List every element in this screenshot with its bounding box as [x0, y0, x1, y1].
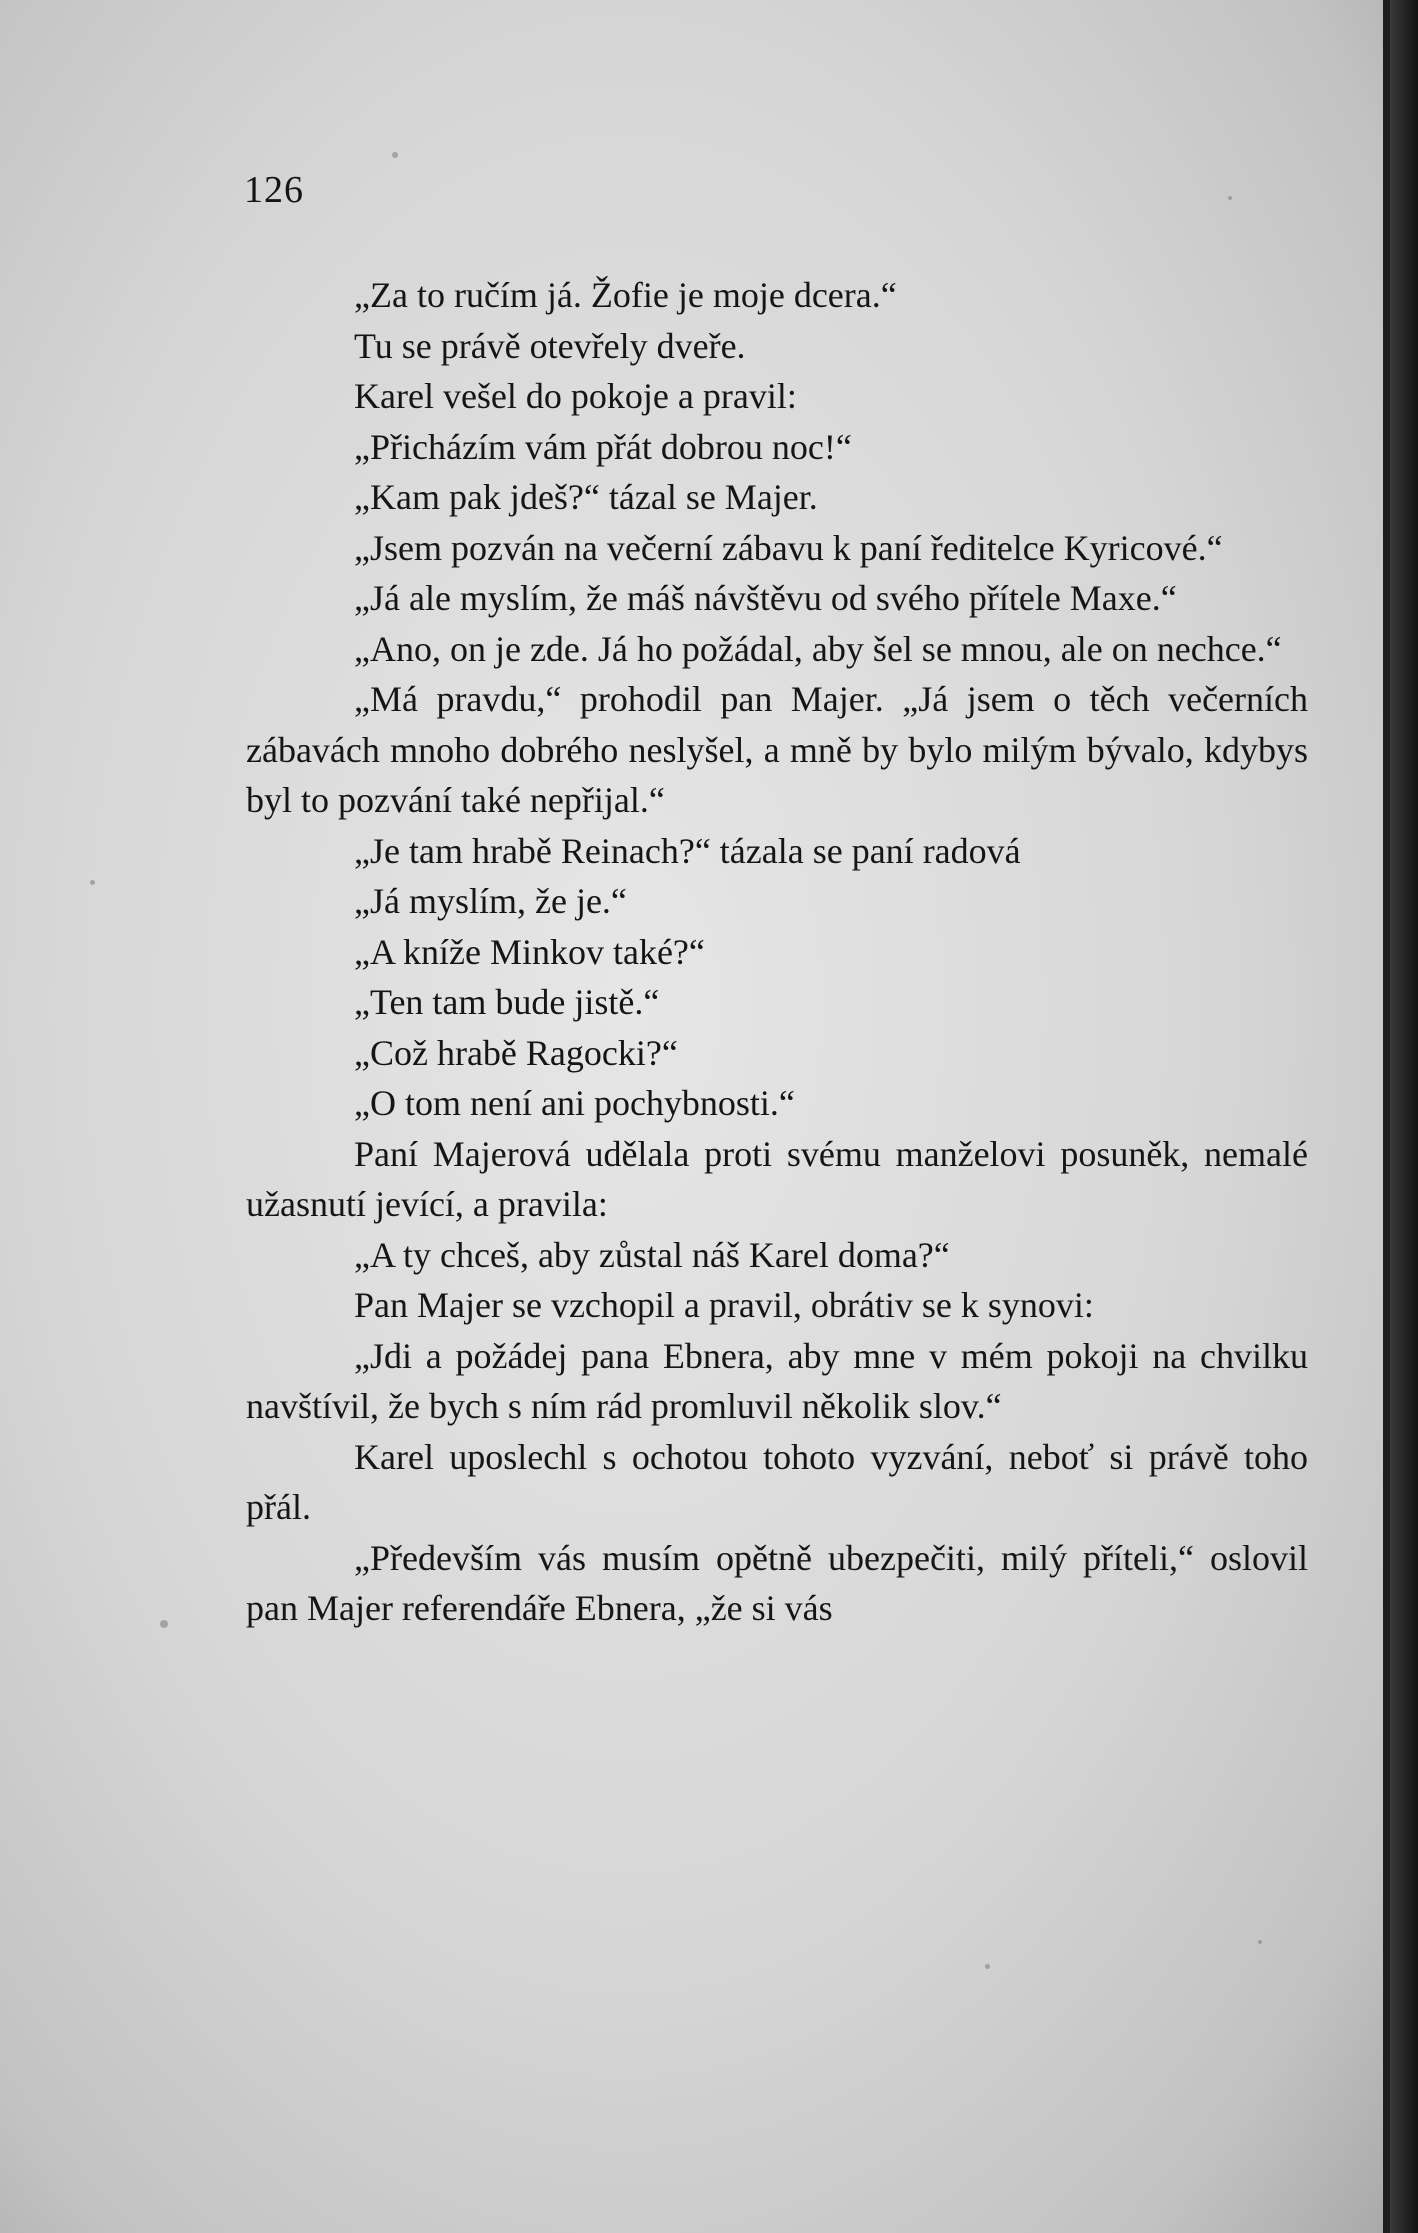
paragraph: Paní Majerová udělala proti svému manželovi posuněk, nemalé užasnutí jevící, a pravila:: [246, 1133, 1308, 1224]
page-number: 126: [244, 169, 304, 211]
paragraph: „Což hrabě Ragocki?“: [354, 1032, 678, 1073]
paper-speck: [1258, 1940, 1262, 1944]
paragraph: „Ano, on je zde. Já ho požádal, aby šel se mnou, ale on nechce.“: [354, 628, 1282, 669]
paragraph: „Ten tam bude jistě.“: [354, 982, 660, 1022]
paragraph: „O tom není ani pochybnosti.“: [354, 1083, 795, 1123]
paper-speck: [160, 1620, 168, 1628]
paragraph: Tu se právě otevřely dveře.: [354, 325, 746, 366]
paragraph: „Za to ručím já. Žofie je moje dcera.“: [354, 275, 897, 315]
paragraph: „Je tam hrabě Reinach?“ tázala se paní radová: [354, 830, 1021, 871]
paragraph: „Já myslím, že je.“: [354, 881, 627, 921]
paragraph: „Přicházím vám přát dobrou noc!“: [354, 426, 852, 467]
paper-speck: [1228, 196, 1232, 200]
paragraph: Karel vešel do pokoje a pravil:: [354, 376, 797, 416]
paragraph: „A ty chceš, aby zůstal náš Karel doma?“: [354, 1234, 950, 1275]
paragraph: „Já ale myslím, že máš návštěvu od svého přítele Maxe.“: [354, 578, 1177, 618]
paper-speck: [90, 880, 95, 885]
paragraph: „Kam pak jdeš?“ tázal se Majer.: [354, 477, 818, 517]
paragraph: „Jsem pozván na večerní zábavu k paní ředitelce Kyricové.“: [354, 527, 1223, 568]
paragraph: „Jdi a požádej pana Ebnera, aby mne v mém pokoji na chvilku navštívil, že bych s ním rád promluvil několik slov.“: [246, 1335, 1308, 1426]
paragraph: „Má pravdu,“ prohodil pan Majer. „Já jsem o těch večerních zábavách mnoho dobrého neslyšel, a mně by bylo milým bývalo, kdybys byl to pozvání také nepřijal.“: [246, 679, 1308, 820]
paragraph: Karel uposlechl s ochotou tohoto vyzvání, neboť si právě toho přál.: [246, 1436, 1308, 1527]
paper-speck: [392, 152, 398, 158]
paragraph: „A kníže Minkov také?“: [354, 931, 705, 972]
page-edge: [1390, 0, 1418, 2233]
paper-speck: [985, 1964, 990, 1969]
paragraph: Pan Majer se vzchopil a pravil, obrátiv se k synovi:: [354, 1285, 1094, 1325]
page-text: [246, 270, 1308, 1634]
paragraph: „Především vás musím opětně ubezpečiti, milý příteli,“ oslovil pan Majer referendáře Ebnera, „že si vás: [246, 1537, 1308, 1628]
binding-shadow: [1383, 0, 1390, 2233]
